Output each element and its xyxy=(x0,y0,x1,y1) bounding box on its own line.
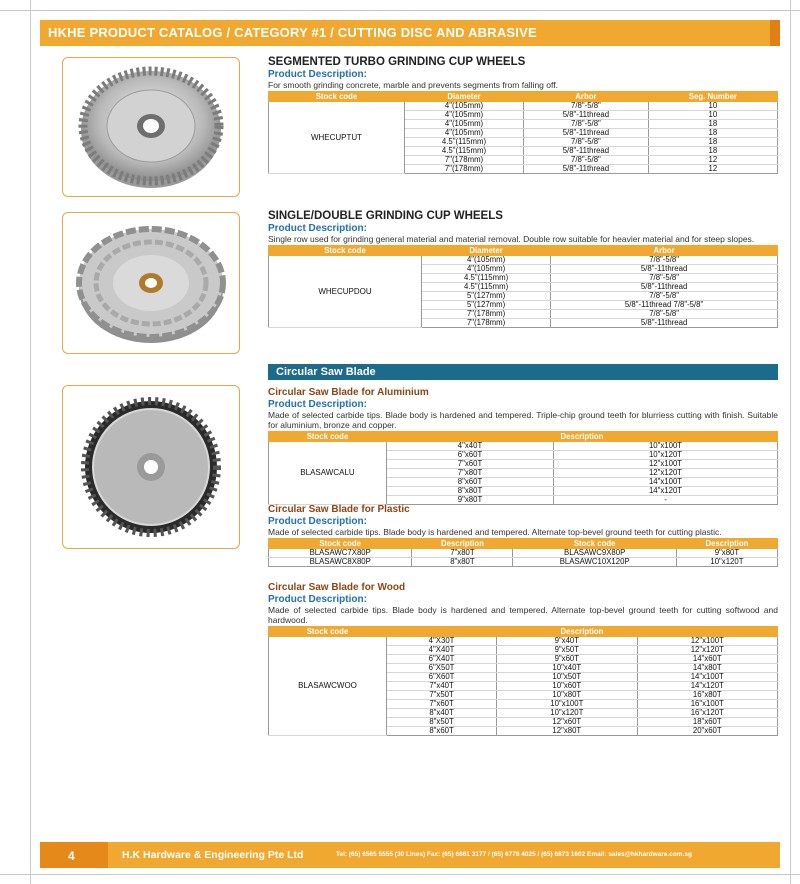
table-cell: 5/8"-11thread xyxy=(551,265,778,274)
column-header: Stock code xyxy=(513,539,676,549)
stock-code-cell: BLASAWCALU xyxy=(269,442,387,505)
stock-code-cell: BLASAWCWOO xyxy=(269,637,387,736)
table-cell: 16"x120T xyxy=(637,709,777,718)
table-cell: 6"X50T xyxy=(387,664,497,673)
table-cell: 18 xyxy=(648,138,777,147)
table-cell: 4"(105mm) xyxy=(405,111,524,120)
table-cell: - xyxy=(554,496,778,505)
table-cell: 10"x120T xyxy=(554,451,778,460)
product-title: Circular Saw Blade for Wood xyxy=(268,582,406,593)
product-title: Circular Saw Blade for Plastic xyxy=(268,504,410,515)
table-cell: 8"x60T xyxy=(387,727,497,736)
plastic-blade-section xyxy=(268,504,778,567)
column-header: Description xyxy=(412,539,513,549)
column-header: Description xyxy=(676,539,777,549)
product-description: Made of selected carbide tips. Blade body is hardened and tempered. Alternate top-bevel ground teeth for cutting softwood and hardwood. xyxy=(268,605,778,625)
table-row xyxy=(269,256,778,265)
table-cell: 7/8"-5/8" xyxy=(551,292,778,301)
table-header-row xyxy=(269,246,778,256)
product-subtitle: Product Description: xyxy=(268,516,367,527)
table-cell: 8"x60T xyxy=(387,478,554,487)
column-header: Arbor xyxy=(524,92,649,102)
column-header: Diameter xyxy=(405,92,524,102)
table-cell: 4"X30T xyxy=(387,637,497,646)
table-cell: 4"(105mm) xyxy=(405,129,524,138)
column-header: Seg. Number xyxy=(648,92,777,102)
stock-code-cell: WHECUPDOU xyxy=(269,256,422,328)
table-cell: 8"x80T xyxy=(412,558,513,567)
product-title: SINGLE/DOUBLE GRINDING CUP WHEELS xyxy=(268,210,503,222)
column-header: Stock code xyxy=(269,627,387,637)
table-cell: 8"x50T xyxy=(387,718,497,727)
column-header: Stock code xyxy=(269,92,405,102)
table-cell: 4"(105mm) xyxy=(422,256,551,265)
table-cell: 7"(178mm) xyxy=(422,310,551,319)
table-cell: 8"x80T xyxy=(387,487,554,496)
table-cell: 7"(178mm) xyxy=(405,165,524,174)
table-cell: 10"x120T xyxy=(497,709,637,718)
table-cell: 12"x120T xyxy=(637,646,777,655)
table-cell: 12"x100T xyxy=(637,637,777,646)
table-cell: 20"x60T xyxy=(637,727,777,736)
wood-blade-section xyxy=(268,582,778,736)
table-cell: 9"x40T xyxy=(497,637,637,646)
column-header: Diameter xyxy=(422,246,551,256)
header-tab xyxy=(770,20,780,46)
table-cell: 10"x60T xyxy=(497,682,637,691)
table-cell: 8"x40T xyxy=(387,709,497,718)
product-description: Made of selected carbide tips. Blade body is hardened and tempered. Triple-chip ground teeth for blurriess cutting with finish. Suitable for aluminium, bronze and copper. xyxy=(268,410,778,430)
page-number-box xyxy=(40,842,108,868)
table-cell: 7"x80T xyxy=(387,469,554,478)
table-cell: 7"x50T xyxy=(387,691,497,700)
table-cell: 14"x100T xyxy=(637,673,777,682)
table-cell: 9"x50T xyxy=(497,646,637,655)
table-cell: 4"X40T xyxy=(387,646,497,655)
table-cell: BLASAWC8X80P xyxy=(269,558,412,567)
table-cell: 7"x60T xyxy=(387,700,497,709)
table-cell: 4"x40T xyxy=(387,442,554,451)
table-cell: 12"x100T xyxy=(554,460,778,469)
turbo-cup-wheel-photo xyxy=(62,57,240,197)
table-cell: 5"(127mm) xyxy=(422,292,551,301)
table-cell: BLASAWC7X80P xyxy=(269,549,412,558)
table-cell: 7"(178mm) xyxy=(422,319,551,328)
table-cell: 18 xyxy=(648,147,777,156)
aluminium-spec-table xyxy=(268,431,778,505)
product-title: SEGMENTED TURBO GRINDING CUP WHEELS xyxy=(268,56,526,68)
table-cell: 7/8"-5/8" xyxy=(524,138,649,147)
table-row xyxy=(269,558,778,567)
table-cell: 14"x60T xyxy=(637,655,777,664)
table-cell: 6"X60T xyxy=(387,673,497,682)
product-subtitle: Product Description: xyxy=(268,69,367,80)
table-cell: 6"X40T xyxy=(387,655,497,664)
table-cell: 10"x80T xyxy=(497,691,637,700)
section-title: Circular Saw Blade xyxy=(276,366,376,378)
table-row xyxy=(269,442,778,451)
plastic-spec-table xyxy=(268,538,778,567)
table-cell: BLASAWC9X80P xyxy=(513,549,676,558)
table-cell: 10"x100T xyxy=(497,700,637,709)
header-bar xyxy=(40,20,770,46)
table-cell: 14"x120T xyxy=(554,487,778,496)
table-cell: 10"x50T xyxy=(497,673,637,682)
product-description: Single row used for grinding general material and material removal. Double row suitable for heavier material and for steep slopes. xyxy=(268,234,755,244)
table-cell: 12"x60T xyxy=(497,718,637,727)
frame-line-top xyxy=(0,10,800,11)
table-header-row xyxy=(269,627,778,637)
column-header: Stock code xyxy=(269,246,422,256)
table-cell: 10 xyxy=(648,102,777,111)
table-cell: 9"x80T xyxy=(676,549,777,558)
cup-spec-table xyxy=(268,245,778,328)
table-header-row xyxy=(269,432,778,442)
page-number: 4 xyxy=(68,849,75,863)
column-header: Arbor xyxy=(551,246,778,256)
frame-line-right xyxy=(790,0,791,884)
footer-bar xyxy=(40,842,780,868)
product-subtitle: Product Description: xyxy=(268,594,367,605)
table-cell: 5/8"-11thread xyxy=(524,129,649,138)
product-description: Made of selected carbide tips. Blade body is hardened and tempered. Alternate top-bevel ground teeth for cutting plastic. xyxy=(268,527,722,537)
page-title: HKHE PRODUCT CATALOG / CATEGORY #1 / CUTTING DISC AND ABRASIVE xyxy=(48,25,537,40)
company-name: H.K Hardware & Engineering Pte Ltd xyxy=(122,849,304,861)
circular-saw-blade-photo xyxy=(62,385,240,549)
table-cell: 7"x40T xyxy=(387,682,497,691)
table-row xyxy=(269,102,778,111)
table-cell: 12"x120T xyxy=(554,469,778,478)
table-cell: 18 xyxy=(648,120,777,129)
table-cell: 10"x100T xyxy=(554,442,778,451)
table-cell: 10"x120T xyxy=(676,558,777,567)
stock-code-cell: WHECUPTUT xyxy=(269,102,405,174)
table-cell: 12 xyxy=(648,156,777,165)
table-cell: 5/8"-11thread xyxy=(524,165,649,174)
table-cell: 7/8"-5/8" xyxy=(551,274,778,283)
product-subtitle: Product Description: xyxy=(268,223,367,234)
table-cell: 4.5"(115mm) xyxy=(422,283,551,292)
table-cell: 12"x80T xyxy=(497,727,637,736)
table-cell: 4.5"(115mm) xyxy=(422,274,551,283)
table-cell: 7"(178mm) xyxy=(405,156,524,165)
table-cell: 14"x100T xyxy=(554,478,778,487)
table-cell: 14"x120T xyxy=(637,682,777,691)
frame-line-bottom xyxy=(0,874,800,875)
table-cell: 18"x60T xyxy=(637,718,777,727)
table-cell: 5"(127mm) xyxy=(422,301,551,310)
wood-spec-table xyxy=(268,626,778,736)
column-header: Stock code xyxy=(269,432,387,442)
double-cup-wheel-photo xyxy=(62,212,240,354)
table-cell: 14"x80T xyxy=(637,664,777,673)
table-cell: BLASAWC10X120P xyxy=(513,558,676,567)
table-cell: 16"x80T xyxy=(637,691,777,700)
table-cell: 5/8"-11thread xyxy=(524,111,649,120)
column-header: Stock code xyxy=(269,539,412,549)
product-subtitle: Product Description: xyxy=(268,399,367,410)
cup-wheel-section xyxy=(268,210,778,328)
table-cell: 5/8"-11thread xyxy=(551,283,778,292)
contact-info: Tel: (65) 6565 5555 (30 Lines) Fax: (65) 6861 3177 / (65) 6778 4025 / (65) 6873 1602 Email: sales@hkhardware.com.sg xyxy=(336,851,692,858)
table-cell: 10 xyxy=(648,111,777,120)
product-description: For smooth grinding concrete, marble and prevents segments from falling off. xyxy=(268,80,558,90)
table-cell: 5/8"-11thread xyxy=(551,319,778,328)
table-cell: 7/8"-5/8" xyxy=(551,310,778,319)
frame-line-left xyxy=(30,0,31,884)
table-header-row xyxy=(269,92,778,102)
table-cell: 7/8"-5/8" xyxy=(524,102,649,111)
table-cell: 7/8"-5/8" xyxy=(524,120,649,129)
table-cell: 4"(105mm) xyxy=(422,265,551,274)
table-header-row xyxy=(269,539,778,549)
table-cell: 7"x60T xyxy=(387,460,554,469)
table-cell: 18 xyxy=(648,129,777,138)
table-cell: 5/8"-11thread 7/8"-5/8" xyxy=(551,301,778,310)
column-header: Description xyxy=(387,432,778,442)
table-cell: 7"x80T xyxy=(412,549,513,558)
column-header: Description xyxy=(387,627,778,637)
table-cell: 12 xyxy=(648,165,777,174)
aluminium-blade-section xyxy=(268,387,778,505)
section-band xyxy=(268,364,778,380)
table-cell: 4"(105mm) xyxy=(405,120,524,129)
turbo-spec-table xyxy=(268,91,778,174)
table-cell: 9"x60T xyxy=(497,655,637,664)
table-cell: 7/8"-5/8" xyxy=(551,256,778,265)
table-cell: 4.5"(115mm) xyxy=(405,147,524,156)
table-cell: 6"x60T xyxy=(387,451,554,460)
table-cell: 9"x80T xyxy=(387,496,554,505)
product-title: Circular Saw Blade for Aluminium xyxy=(268,387,429,398)
table-cell: 16"x100T xyxy=(637,700,777,709)
turbo-cup-wheel-section xyxy=(268,56,778,174)
table-cell: 10"x40T xyxy=(497,664,637,673)
table-cell: 4.5"(115mm) xyxy=(405,138,524,147)
table-cell: 4"(105mm) xyxy=(405,102,524,111)
table-cell: 7/8"-5/8" xyxy=(524,156,649,165)
table-cell: 5/8"-11thread xyxy=(524,147,649,156)
